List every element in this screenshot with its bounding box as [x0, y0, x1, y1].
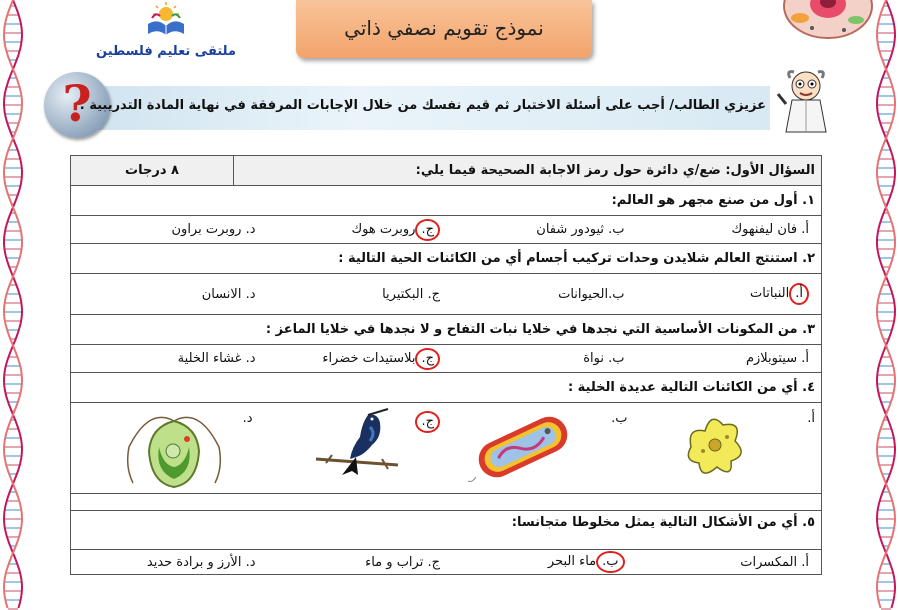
animal-cell-illustration — [782, 0, 874, 40]
option-d[interactable]: د. — [71, 403, 259, 493]
question-row — [71, 186, 822, 216]
question-text: ٢. استنتج العالم شلايدن وحدات تركيب أجسام أي من الكائنات الحية التالية : — [71, 244, 822, 274]
site-logo — [96, 0, 236, 66]
option-d[interactable]: د. غشاء الخلية — [177, 351, 256, 366]
question-row — [71, 511, 822, 550]
option-c[interactable]: ج. البكتيريا — [382, 286, 440, 302]
correct-answer-circle: ج. — [415, 411, 440, 433]
option-d[interactable]: د. روبرت براون — [171, 222, 256, 237]
option-b[interactable]: ب.ماء البحر — [446, 550, 631, 574]
question-text: ١. أول من صنع مجهر هو العالم: — [71, 186, 822, 216]
amoeba-icon — [681, 407, 751, 487]
option-a[interactable]: أ. — [634, 403, 822, 493]
correct-answer-circle: ج. — [415, 219, 440, 241]
dna-border-left-decoration — [0, 0, 26, 610]
instruction-text: عزيزي الطالب/ أجب على أسئلة الاختبار ثم قيم نفسك من خلال الإجابات المرفقة في نهاية المادة التدريبية . — [79, 98, 766, 113]
question-row — [71, 315, 822, 345]
options-row — [71, 403, 822, 494]
options-row — [71, 345, 822, 373]
option-b[interactable]: ب.الحيوانات — [558, 286, 625, 302]
option-a[interactable]: أ. فان ليفنهوك — [731, 222, 809, 237]
correct-answer-circle: ج. — [415, 348, 440, 370]
title-banner — [296, 0, 592, 58]
spacer-row — [71, 494, 822, 511]
correct-answer-circle: أ. — [789, 283, 809, 305]
dna-border-right-decoration — [873, 0, 899, 610]
question-row — [71, 373, 822, 403]
option-b[interactable]: ب. — [446, 403, 634, 493]
option-c[interactable]: ج.روبرت هوك — [262, 216, 447, 243]
professor-cartoon-icon — [776, 64, 836, 134]
sunbird-icon — [312, 407, 402, 477]
correct-answer-circle: ب. — [596, 551, 624, 573]
question-mark-icon: ? — [44, 72, 110, 138]
options-row — [71, 274, 822, 315]
option-b[interactable]: ب. ثيودور شفان — [536, 222, 625, 237]
question-row — [71, 244, 822, 274]
option-c[interactable] — [259, 403, 447, 493]
option-b[interactable]: ب. نواة — [583, 351, 625, 366]
chlamydomonas-icon — [119, 407, 229, 491]
options-row — [71, 216, 822, 244]
open-book-logo-icon — [144, 2, 188, 36]
option-a[interactable]: أ. المكسرات — [740, 554, 809, 570]
section-score: ٨ درجات — [71, 156, 234, 186]
section-heading: السؤال الأول: ضع/ي دائرة حول رمز الاجابة الصحيحة فيما يلي: — [234, 156, 822, 186]
option-c[interactable]: ج. تراب و ماء — [365, 554, 440, 570]
option-c[interactable]: ج.بلاستيدات خضراء — [262, 345, 447, 372]
option-a[interactable]: أ. سيتوبلازم — [745, 351, 809, 366]
option-a[interactable]: أ.النباتات — [631, 274, 816, 314]
question-text: ٥. أي من الأشكال التالية يمثل مخلوطا متجانسا: — [71, 511, 822, 550]
question-text: ٤. أي من الكائنات التالية عديدة الخلية : — [71, 373, 822, 403]
option-d[interactable]: د. الأرز و برادة حديد — [146, 554, 256, 570]
question-text: ٣. من المكونات الأساسية التي نجدها في خلايا نبات التفاح و لا نجدها في خلايا الماعز : — [71, 315, 822, 345]
exam-table — [70, 155, 822, 575]
options-row — [71, 550, 822, 575]
logo-text: ملتقى تعليم فلسطين — [96, 44, 236, 59]
bacterium-icon — [468, 407, 578, 487]
option-d[interactable]: د. الانسان — [201, 286, 256, 302]
section-header-row — [71, 156, 822, 186]
page-title: نموذج تقويم نصفي ذاتي — [344, 16, 544, 40]
